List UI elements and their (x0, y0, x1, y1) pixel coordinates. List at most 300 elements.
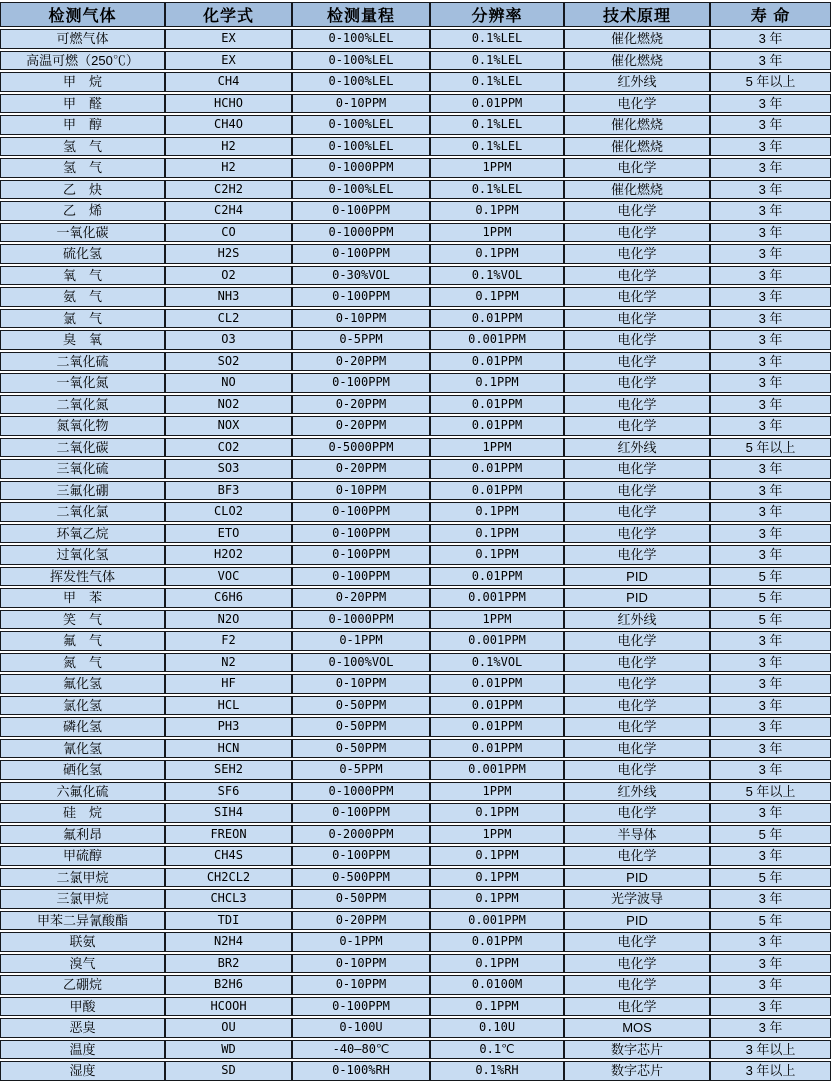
cell-resolution: 0.01PPM (430, 352, 564, 372)
cell-resolution: 1PPM (430, 782, 564, 802)
cell-lifespan: 3 年以上 (710, 1040, 831, 1060)
cell-range: 0-100PPM (292, 545, 430, 565)
cell-gas-name: 硒化氢 (0, 760, 165, 780)
cell-lifespan: 3 年 (710, 287, 831, 307)
cell-resolution: 1PPM (430, 610, 564, 630)
cell-range: 0-100PPM (292, 244, 430, 264)
cell-lifespan: 3 年 (710, 954, 831, 974)
cell-resolution: 0.001PPM (430, 911, 564, 931)
cell-lifespan: 3 年以上 (710, 1061, 831, 1081)
cell-gas-name: 溴气 (0, 954, 165, 974)
cell-gas-name: 一氧化氮 (0, 373, 165, 393)
table-row (0, 524, 831, 544)
cell-resolution: 1PPM (430, 438, 564, 458)
cell-resolution: 0.1%VOL (430, 266, 564, 286)
cell-principle: 电化学 (564, 352, 710, 372)
cell-principle: 电化学 (564, 803, 710, 823)
cell-formula: SIH4 (165, 803, 292, 823)
cell-resolution: 0.001PPM (430, 760, 564, 780)
cell-range: 0-100PPM (292, 287, 430, 307)
cell-lifespan: 3 年 (710, 223, 831, 243)
cell-gas-name: 三氯甲烷 (0, 889, 165, 909)
cell-principle: PID (564, 588, 710, 608)
cell-resolution: 0.1%LEL (430, 51, 564, 71)
cell-gas-name: 氮氧化物 (0, 416, 165, 436)
cell-gas-name: 氯 气 (0, 309, 165, 329)
cell-formula: BF3 (165, 481, 292, 501)
cell-lifespan: 3 年 (710, 416, 831, 436)
cell-range: 0-10PPM (292, 309, 430, 329)
cell-lifespan: 5 年 (710, 911, 831, 931)
cell-gas-name: 过氧化氢 (0, 545, 165, 565)
cell-range: 0-10PPM (292, 481, 430, 501)
table-row (0, 1040, 831, 1060)
cell-lifespan: 5 年以上 (710, 438, 831, 458)
cell-formula: TDI (165, 911, 292, 931)
cell-gas-name: 氧 气 (0, 266, 165, 286)
cell-range: 0-100PPM (292, 997, 430, 1017)
cell-formula: CH4S (165, 846, 292, 866)
cell-formula: F2 (165, 631, 292, 651)
cell-formula: O2 (165, 266, 292, 286)
cell-lifespan: 3 年 (710, 352, 831, 372)
cell-formula: CO (165, 223, 292, 243)
cell-lifespan: 3 年 (710, 760, 831, 780)
cell-resolution: 0.01PPM (430, 932, 564, 952)
cell-resolution: 0.01PPM (430, 717, 564, 737)
cell-resolution: 0.01PPM (430, 309, 564, 329)
cell-principle: 电化学 (564, 545, 710, 565)
cell-principle: 电化学 (564, 223, 710, 243)
cell-formula: C2H4 (165, 201, 292, 221)
cell-lifespan: 3 年 (710, 158, 831, 178)
table-row (0, 180, 831, 200)
cell-range: 0-10PPM (292, 94, 430, 114)
cell-formula: SEH2 (165, 760, 292, 780)
cell-range: 0-100%LEL (292, 180, 430, 200)
cell-formula: EX (165, 29, 292, 49)
cell-resolution: 0.1%LEL (430, 29, 564, 49)
cell-principle: 电化学 (564, 846, 710, 866)
cell-resolution: 0.1℃ (430, 1040, 564, 1060)
cell-principle: 数字芯片 (564, 1040, 710, 1060)
cell-principle: MOS (564, 1018, 710, 1038)
cell-lifespan: 5 年 (710, 588, 831, 608)
column-header-principle: 技术原理 (564, 2, 710, 27)
cell-resolution: 0.01PPM (430, 739, 564, 759)
cell-formula: CH2CL2 (165, 868, 292, 888)
cell-principle: 电化学 (564, 717, 710, 737)
cell-principle: 电化学 (564, 502, 710, 522)
cell-formula: CHCL3 (165, 889, 292, 909)
cell-gas-name: 恶臭 (0, 1018, 165, 1038)
table-row (0, 760, 831, 780)
table-row (0, 158, 831, 178)
cell-principle: 半导体 (564, 825, 710, 845)
cell-lifespan: 3 年 (710, 266, 831, 286)
cell-gas-name: 乙 炔 (0, 180, 165, 200)
cell-lifespan: 3 年 (710, 545, 831, 565)
cell-lifespan: 5 年 (710, 567, 831, 587)
cell-range: 0-5PPM (292, 760, 430, 780)
cell-formula: H2 (165, 158, 292, 178)
cell-formula: HCN (165, 739, 292, 759)
cell-gas-name: 甲苯二异氰酸酯 (0, 911, 165, 931)
cell-formula: O3 (165, 330, 292, 350)
cell-gas-name: 二氧化氯 (0, 502, 165, 522)
table-row (0, 244, 831, 264)
cell-resolution: 1PPM (430, 158, 564, 178)
cell-range: 0-10PPM (292, 674, 430, 694)
cell-lifespan: 3 年 (710, 674, 831, 694)
cell-lifespan: 3 年 (710, 696, 831, 716)
cell-range: 0-20PPM (292, 395, 430, 415)
cell-range: 0-100%LEL (292, 51, 430, 71)
cell-principle: 电化学 (564, 395, 710, 415)
cell-lifespan: 3 年 (710, 524, 831, 544)
cell-formula: C2H2 (165, 180, 292, 200)
cell-formula: SO3 (165, 459, 292, 479)
cell-range: 0-1000PPM (292, 610, 430, 630)
cell-lifespan: 3 年 (710, 459, 831, 479)
table-row (0, 868, 831, 888)
column-header-lifespan: 寿 命 (710, 2, 831, 27)
cell-range: 0-1000PPM (292, 223, 430, 243)
table-row (0, 825, 831, 845)
cell-gas-name: 温度 (0, 1040, 165, 1060)
cell-lifespan: 3 年 (710, 244, 831, 264)
cell-gas-name: 高温可燃（250℃） (0, 51, 165, 71)
cell-formula: HF (165, 674, 292, 694)
cell-lifespan: 3 年 (710, 201, 831, 221)
cell-principle: 光学波导 (564, 889, 710, 909)
table-row (0, 653, 831, 673)
cell-principle: 电化学 (564, 524, 710, 544)
table-row (0, 72, 831, 92)
cell-range: 0-100%VOL (292, 653, 430, 673)
cell-gas-name: 氨 气 (0, 287, 165, 307)
table-row (0, 782, 831, 802)
cell-lifespan: 3 年 (710, 137, 831, 157)
cell-formula: BR2 (165, 954, 292, 974)
cell-gas-name: 挥发性气体 (0, 567, 165, 587)
cell-resolution: 0.01PPM (430, 567, 564, 587)
cell-lifespan: 3 年 (710, 932, 831, 952)
table-row (0, 266, 831, 286)
cell-lifespan: 3 年 (710, 481, 831, 501)
cell-principle: 催化燃烧 (564, 29, 710, 49)
table-body (0, 29, 831, 1081)
cell-resolution: 0.1%LEL (430, 180, 564, 200)
cell-gas-name: 臭 氧 (0, 330, 165, 350)
cell-range: 0-10PPM (292, 954, 430, 974)
cell-lifespan: 3 年 (710, 1018, 831, 1038)
cell-range: 0-20PPM (292, 911, 430, 931)
cell-lifespan: 3 年 (710, 395, 831, 415)
table-row (0, 201, 831, 221)
cell-resolution: 0.1PPM (430, 868, 564, 888)
cell-range: 0-20PPM (292, 416, 430, 436)
cell-gas-name: 三氧化硫 (0, 459, 165, 479)
cell-gas-name: 乙硼烷 (0, 975, 165, 995)
cell-resolution: 0.10U (430, 1018, 564, 1038)
cell-range: 0-100PPM (292, 373, 430, 393)
cell-range: 0-50PPM (292, 739, 430, 759)
cell-formula: WD (165, 1040, 292, 1060)
cell-formula: HCL (165, 696, 292, 716)
cell-range: 0-20PPM (292, 588, 430, 608)
cell-lifespan: 3 年 (710, 846, 831, 866)
cell-resolution: 0.001PPM (430, 330, 564, 350)
cell-lifespan: 5 年 (710, 868, 831, 888)
cell-range: -40—80℃ (292, 1040, 430, 1060)
cell-formula: FREON (165, 825, 292, 845)
cell-formula: SO2 (165, 352, 292, 372)
table-row (0, 459, 831, 479)
cell-principle: 催化燃烧 (564, 115, 710, 135)
table-row (0, 51, 831, 71)
table-row (0, 911, 831, 931)
cell-gas-name: 二氧化硫 (0, 352, 165, 372)
cell-formula: NO2 (165, 395, 292, 415)
cell-formula: HCHO (165, 94, 292, 114)
cell-resolution: 0.1PPM (430, 889, 564, 909)
cell-resolution: 0.001PPM (430, 588, 564, 608)
cell-gas-name: 甲硫醇 (0, 846, 165, 866)
cell-range: 0-500PPM (292, 868, 430, 888)
cell-range: 0-50PPM (292, 889, 430, 909)
cell-resolution: 0.1PPM (430, 545, 564, 565)
cell-resolution: 0.1%VOL (430, 653, 564, 673)
cell-gas-name: 磷化氢 (0, 717, 165, 737)
cell-resolution: 0.0100M (430, 975, 564, 995)
cell-range: 0-1PPM (292, 631, 430, 651)
cell-gas-name: 甲酸 (0, 997, 165, 1017)
cell-gas-name: 六氟化硫 (0, 782, 165, 802)
cell-lifespan: 5 年 (710, 610, 831, 630)
cell-principle: 催化燃烧 (564, 137, 710, 157)
cell-formula: PH3 (165, 717, 292, 737)
cell-gas-name: 甲 醛 (0, 94, 165, 114)
cell-lifespan: 3 年 (710, 631, 831, 651)
table-row (0, 610, 831, 630)
cell-resolution: 0.1PPM (430, 502, 564, 522)
table-row (0, 954, 831, 974)
cell-resolution: 0.1PPM (430, 954, 564, 974)
table-row (0, 115, 831, 135)
cell-formula: B2H6 (165, 975, 292, 995)
cell-principle: 电化学 (564, 631, 710, 651)
cell-gas-name: 氢 气 (0, 137, 165, 157)
cell-lifespan: 3 年 (710, 180, 831, 200)
table-row (0, 932, 831, 952)
table-row (0, 287, 831, 307)
cell-lifespan: 3 年 (710, 115, 831, 135)
cell-lifespan: 3 年 (710, 309, 831, 329)
cell-gas-name: 氯化氢 (0, 696, 165, 716)
cell-principle: 电化学 (564, 309, 710, 329)
cell-formula: EX (165, 51, 292, 71)
cell-principle: 电化学 (564, 975, 710, 995)
cell-range: 0-100%LEL (292, 29, 430, 49)
cell-gas-name: 湿度 (0, 1061, 165, 1081)
cell-principle: 电化学 (564, 739, 710, 759)
cell-formula: CL2 (165, 309, 292, 329)
cell-principle: 电化学 (564, 330, 710, 350)
cell-resolution: 0.01PPM (430, 696, 564, 716)
cell-gas-name: 氮 气 (0, 653, 165, 673)
cell-lifespan: 3 年 (710, 803, 831, 823)
cell-lifespan: 3 年 (710, 29, 831, 49)
cell-formula: CH4O (165, 115, 292, 135)
cell-resolution: 0.1PPM (430, 287, 564, 307)
cell-formula: NH3 (165, 287, 292, 307)
cell-resolution: 0.1PPM (430, 803, 564, 823)
cell-principle: 电化学 (564, 266, 710, 286)
cell-resolution: 0.1%LEL (430, 137, 564, 157)
cell-formula: N2H4 (165, 932, 292, 952)
cell-gas-name: 甲 醇 (0, 115, 165, 135)
cell-formula: CO2 (165, 438, 292, 458)
cell-resolution: 0.1PPM (430, 846, 564, 866)
table-row (0, 502, 831, 522)
cell-formula: NOX (165, 416, 292, 436)
cell-range: 0-100%LEL (292, 115, 430, 135)
cell-principle: 电化学 (564, 373, 710, 393)
cell-principle: 电化学 (564, 201, 710, 221)
header-row (0, 2, 831, 27)
cell-resolution: 0.1PPM (430, 997, 564, 1017)
cell-resolution: 1PPM (430, 825, 564, 845)
cell-formula: CH4 (165, 72, 292, 92)
cell-range: 0-100PPM (292, 846, 430, 866)
cell-formula: VOC (165, 567, 292, 587)
cell-lifespan: 5 年 (710, 825, 831, 845)
cell-range: 0-20PPM (292, 352, 430, 372)
cell-gas-name: 氟 气 (0, 631, 165, 651)
cell-range: 0-30%VOL (292, 266, 430, 286)
table-row (0, 846, 831, 866)
cell-gas-name: 氟化氢 (0, 674, 165, 694)
cell-lifespan: 5 年以上 (710, 782, 831, 802)
table-row (0, 395, 831, 415)
cell-principle: 电化学 (564, 244, 710, 264)
cell-formula: H2O2 (165, 545, 292, 565)
table-row (0, 309, 831, 329)
cell-formula: SD (165, 1061, 292, 1081)
cell-gas-name: 联氨 (0, 932, 165, 952)
table-row (0, 223, 831, 243)
cell-resolution: 0.001PPM (430, 631, 564, 651)
cell-range: 0-2000PPM (292, 825, 430, 845)
cell-principle: 电化学 (564, 696, 710, 716)
cell-principle: 电化学 (564, 94, 710, 114)
cell-resolution: 0.1%RH (430, 1061, 564, 1081)
cell-gas-name: 氰化氢 (0, 739, 165, 759)
table-row (0, 29, 831, 49)
cell-range: 0-100PPM (292, 502, 430, 522)
cell-formula: OU (165, 1018, 292, 1038)
cell-principle: 电化学 (564, 158, 710, 178)
cell-lifespan: 3 年 (710, 889, 831, 909)
cell-principle: PID (564, 868, 710, 888)
table-row (0, 975, 831, 995)
table-row (0, 674, 831, 694)
cell-principle: 催化燃烧 (564, 51, 710, 71)
cell-range: 0-100PPM (292, 524, 430, 544)
cell-lifespan: 3 年 (710, 51, 831, 71)
cell-gas-name: 氟利昂 (0, 825, 165, 845)
cell-lifespan: 3 年 (710, 717, 831, 737)
cell-resolution: 0.01PPM (430, 395, 564, 415)
table-row (0, 481, 831, 501)
table-row (0, 545, 831, 565)
table-row (0, 803, 831, 823)
cell-gas-name: 乙 烯 (0, 201, 165, 221)
cell-range: 0-100PPM (292, 201, 430, 221)
cell-principle: PID (564, 911, 710, 931)
cell-principle: 电化学 (564, 954, 710, 974)
cell-lifespan: 3 年 (710, 94, 831, 114)
table-row (0, 438, 831, 458)
cell-principle: 数字芯片 (564, 1061, 710, 1081)
cell-range: 0-1000PPM (292, 782, 430, 802)
cell-resolution: 0.01PPM (430, 416, 564, 436)
cell-principle: 红外线 (564, 782, 710, 802)
cell-gas-name: 氢 气 (0, 158, 165, 178)
cell-gas-name: 二氧化氮 (0, 395, 165, 415)
cell-principle: 电化学 (564, 481, 710, 501)
cell-resolution: 0.01PPM (430, 674, 564, 694)
cell-range: 0-100%LEL (292, 137, 430, 157)
table-row (0, 330, 831, 350)
column-header-range: 检测量程 (292, 2, 430, 27)
cell-gas-name: 三氟化硼 (0, 481, 165, 501)
cell-resolution: 0.1PPM (430, 201, 564, 221)
cell-lifespan: 3 年 (710, 373, 831, 393)
cell-principle: 电化学 (564, 287, 710, 307)
column-header-formula: 化学式 (165, 2, 292, 27)
cell-lifespan: 3 年 (710, 739, 831, 759)
table-row (0, 631, 831, 651)
cell-principle: 红外线 (564, 610, 710, 630)
cell-range: 0-100%LEL (292, 72, 430, 92)
cell-lifespan: 3 年 (710, 502, 831, 522)
table-row (0, 373, 831, 393)
cell-gas-name: 一氧化碳 (0, 223, 165, 243)
cell-resolution: 0.01PPM (430, 94, 564, 114)
cell-lifespan: 5 年以上 (710, 72, 831, 92)
cell-principle: 电化学 (564, 932, 710, 952)
table-row (0, 588, 831, 608)
cell-range: 0-100%RH (292, 1061, 430, 1081)
table-row (0, 1018, 831, 1038)
cell-range: 0-50PPM (292, 696, 430, 716)
cell-resolution: 0.1%LEL (430, 115, 564, 135)
table-row (0, 739, 831, 759)
cell-range: 0-100U (292, 1018, 430, 1038)
cell-formula: H2 (165, 137, 292, 157)
table-row (0, 696, 831, 716)
table-row (0, 416, 831, 436)
cell-range: 0-10PPM (292, 975, 430, 995)
cell-lifespan: 3 年 (710, 330, 831, 350)
cell-gas-name: 环氧乙烷 (0, 524, 165, 544)
cell-lifespan: 3 年 (710, 975, 831, 995)
cell-resolution: 1PPM (430, 223, 564, 243)
table-row (0, 1061, 831, 1081)
table-row (0, 137, 831, 157)
